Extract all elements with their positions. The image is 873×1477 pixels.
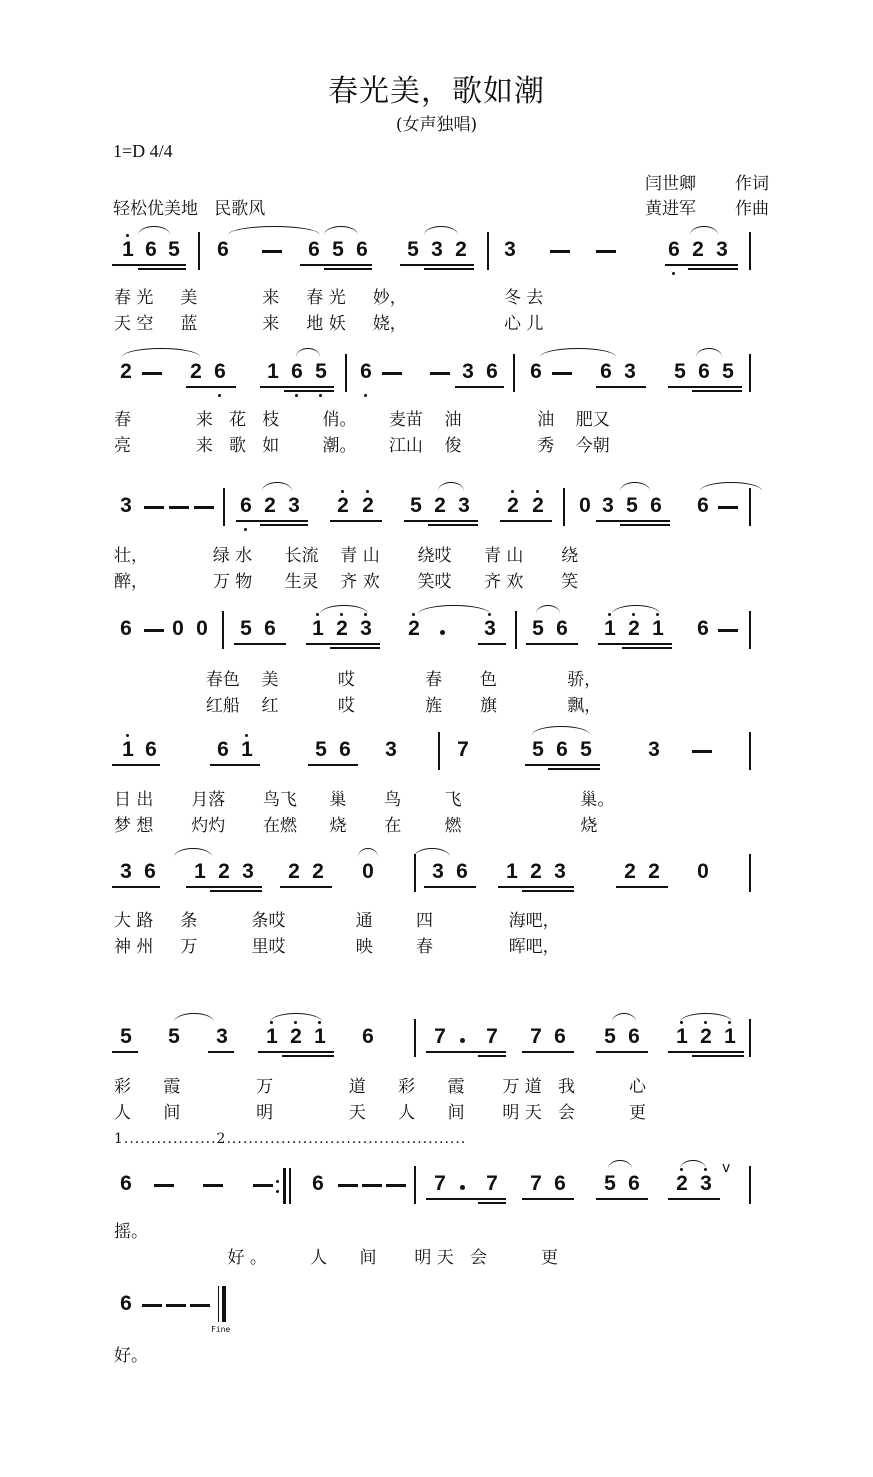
note: 6 xyxy=(360,360,372,383)
note: 2 xyxy=(628,617,640,640)
slur-arc xyxy=(690,226,718,235)
note: 5 xyxy=(674,360,686,383)
barline xyxy=(345,354,347,392)
slur-arc xyxy=(270,1013,322,1022)
note: 5 xyxy=(168,1025,180,1048)
augmentation-dot xyxy=(460,1038,465,1043)
slur-arc xyxy=(228,226,320,235)
augmentation-dot xyxy=(460,1185,465,1190)
octave-low-dot xyxy=(319,394,322,397)
sustain-dash xyxy=(144,506,164,509)
note: 3 xyxy=(385,738,397,761)
barline xyxy=(223,488,225,526)
note: 5 xyxy=(410,494,422,517)
octave-low-dot xyxy=(218,394,221,397)
barline xyxy=(438,732,440,770)
beam-underline xyxy=(620,524,670,526)
note: 6 xyxy=(291,360,303,383)
beam-underline xyxy=(596,1051,648,1053)
octave-high-dot xyxy=(126,234,129,237)
note: 6 xyxy=(530,360,542,383)
lyricist-role: 作词 xyxy=(735,174,769,194)
repeat-dot xyxy=(276,1180,279,1183)
note: 3 xyxy=(716,238,728,261)
final-barline-thick xyxy=(222,1286,226,1322)
lyric-line: 春色 美 哎 春 色 骄， xyxy=(114,670,602,690)
beam-underline xyxy=(426,1198,506,1200)
beam-underline xyxy=(548,768,600,770)
slur-arc xyxy=(438,482,464,491)
note: 1 xyxy=(194,860,206,883)
note: 7 xyxy=(457,738,469,761)
barline xyxy=(749,232,751,270)
note: 3 xyxy=(484,617,496,640)
beam-underline xyxy=(400,264,474,266)
beam-underline xyxy=(424,268,474,270)
lyric-line: 神 州 万 里哎 映 春 晖吧， xyxy=(114,937,560,957)
note: 3 xyxy=(242,860,254,883)
note: 2 xyxy=(336,617,348,640)
note: 5 xyxy=(315,360,327,383)
slur-arc xyxy=(138,226,170,235)
note: 6 xyxy=(214,360,226,383)
lyric-line: 醉， 万 物 生灵 齐 欢 笑哎 齐 欢 笑 xyxy=(114,572,579,592)
barline xyxy=(563,488,565,526)
note: 6 xyxy=(240,494,252,517)
beam-underline xyxy=(478,643,506,645)
barline xyxy=(749,611,751,649)
note: 2 xyxy=(337,494,349,517)
beam-underline xyxy=(522,1051,574,1053)
note: 6 xyxy=(628,1025,640,1048)
slur-arc xyxy=(424,226,458,235)
octave-high-dot xyxy=(341,490,344,493)
slur-arc xyxy=(620,482,650,491)
barline xyxy=(515,611,517,649)
octave-low-dot xyxy=(295,394,298,397)
note: 6 xyxy=(554,1025,566,1048)
beam-underline xyxy=(478,1055,506,1057)
sustain-dash xyxy=(194,506,214,509)
lyric-line: 人 间 明 天 人 间 明 天 会 更 xyxy=(114,1103,647,1123)
slur-arc xyxy=(324,226,358,235)
beam-underline xyxy=(112,1051,138,1053)
note: 2 xyxy=(264,494,276,517)
barline xyxy=(749,354,751,392)
note: 1 xyxy=(241,738,253,761)
note: 6 xyxy=(312,1172,324,1195)
beam-underline xyxy=(330,520,382,522)
sustain-dash xyxy=(262,250,282,253)
note: 1 xyxy=(506,860,518,883)
note: 0 xyxy=(196,617,208,640)
note: 5 xyxy=(532,617,544,640)
final-barline-thin xyxy=(218,1286,219,1322)
beam-underline xyxy=(260,524,308,526)
sustain-dash xyxy=(430,372,450,375)
beam-underline xyxy=(692,390,742,392)
beam-underline xyxy=(665,264,738,266)
beam-underline xyxy=(596,1198,648,1200)
sustain-dash xyxy=(144,629,164,632)
beam-underline xyxy=(210,890,262,892)
beam-underline xyxy=(404,520,478,522)
octave-low-dot xyxy=(244,528,247,531)
barline xyxy=(414,1166,416,1204)
note: 2 xyxy=(120,360,132,383)
note: 0 xyxy=(172,617,184,640)
beam-underline xyxy=(622,647,672,649)
barline xyxy=(414,854,416,892)
note: 5 xyxy=(580,738,592,761)
beam-underline xyxy=(522,1198,574,1200)
note: 1 xyxy=(266,1025,278,1048)
volta-brackets: 1.................2............................................ xyxy=(114,1131,467,1147)
tempo-style: 轻松优美地 民歌风 xyxy=(113,199,266,219)
beam-underline xyxy=(282,1055,334,1057)
beam-underline xyxy=(426,1051,506,1053)
note: 7 xyxy=(486,1172,498,1195)
note: 2 xyxy=(362,494,374,517)
lyric-line: 好 。 人 间 明 天 会 更 xyxy=(114,1248,559,1268)
lyric-line: 春 光 美 来 春 光 妙， 冬 去 xyxy=(114,288,544,308)
beam-underline xyxy=(208,1051,234,1053)
note: 7 xyxy=(434,1172,446,1195)
note: 6 xyxy=(650,494,662,517)
lyric-line: 好。 xyxy=(114,1346,148,1366)
sustain-dash xyxy=(203,1184,223,1187)
note: 6 xyxy=(486,360,498,383)
note: 1 xyxy=(604,617,616,640)
octave-high-dot xyxy=(511,490,514,493)
slur-arc xyxy=(680,1013,732,1022)
beam-underline xyxy=(668,386,742,388)
beam-underline xyxy=(306,643,380,645)
barline xyxy=(513,354,515,392)
octave-high-dot xyxy=(536,490,539,493)
slur-arc xyxy=(174,848,212,857)
breath-mark: v xyxy=(722,1160,731,1176)
barline xyxy=(749,854,751,892)
lyric-line: 春 来 花 枝 俏。 麦苗 油 油 肥又 xyxy=(114,410,610,430)
sustain-dash xyxy=(692,750,712,753)
note: 1 xyxy=(312,617,324,640)
sustain-dash xyxy=(154,1184,174,1187)
slur-arc xyxy=(532,726,590,735)
note: 7 xyxy=(530,1025,542,1048)
note: 6 xyxy=(217,738,229,761)
sustain-dash xyxy=(550,250,570,253)
lyric-line: 彩 霞 万 道 彩 霞 万 道 我 心 xyxy=(114,1077,647,1097)
beam-underline xyxy=(478,1202,506,1204)
beam-underline xyxy=(186,886,262,888)
note: 2 xyxy=(624,860,636,883)
beam-underline xyxy=(424,886,476,888)
note: 6 xyxy=(668,238,680,261)
slur-arc xyxy=(680,1160,706,1169)
note: 2 xyxy=(190,360,202,383)
slur-arc xyxy=(296,348,320,357)
octave-high-dot xyxy=(412,613,415,616)
slur-arc xyxy=(122,348,200,357)
lyric-line: 天 空 蓝 来 地 妖 娆， 心 儿 xyxy=(114,314,544,334)
sustain-dash xyxy=(718,506,738,509)
note: 2 xyxy=(532,494,544,517)
note: 6 xyxy=(145,738,157,761)
beam-underline xyxy=(598,643,672,645)
note: 7 xyxy=(530,1172,542,1195)
note: 1 xyxy=(314,1025,326,1048)
note: 3 xyxy=(360,617,372,640)
note: 0 xyxy=(362,860,374,883)
note: 6 xyxy=(697,617,709,640)
lyric-line: 红船 红 哎 旌 旗 飘， xyxy=(114,696,602,716)
note: 3 xyxy=(554,860,566,883)
augmentation-dot xyxy=(440,630,445,635)
note: 2 xyxy=(455,238,467,261)
sustain-dash xyxy=(552,372,572,375)
note: 5 xyxy=(120,1025,132,1048)
note: 6 xyxy=(554,1172,566,1195)
beam-underline xyxy=(526,643,578,645)
note: 3 xyxy=(288,494,300,517)
octave-high-dot xyxy=(608,613,611,616)
barline xyxy=(749,488,751,526)
beam-underline xyxy=(596,386,646,388)
slur-arc xyxy=(612,605,660,614)
note: 2 xyxy=(530,860,542,883)
sustain-dash xyxy=(190,1304,210,1307)
note: 2 xyxy=(700,1025,712,1048)
beam-underline xyxy=(300,264,372,266)
repeat-barline-thin xyxy=(289,1168,291,1204)
beam-underline xyxy=(186,386,236,388)
beam-underline xyxy=(428,524,478,526)
note: 3 xyxy=(432,860,444,883)
note: 5 xyxy=(604,1025,616,1048)
note: 0 xyxy=(697,860,709,883)
note: 5 xyxy=(315,738,327,761)
slur-arc xyxy=(536,605,560,614)
beam-underline xyxy=(455,386,504,388)
beam-underline xyxy=(210,764,260,766)
note: 6 xyxy=(120,617,132,640)
octave-high-dot xyxy=(245,734,248,737)
slur-arc xyxy=(320,605,368,614)
octave-high-dot xyxy=(126,734,129,737)
note: 1 xyxy=(122,238,134,261)
octave-high-dot xyxy=(366,490,369,493)
lyric-line: 亮 来 歌 如 潮。 江山 俊 秀 今朝 xyxy=(114,436,610,456)
composer-role: 作曲 xyxy=(735,199,769,219)
note: 6 xyxy=(697,494,709,517)
note: 6 xyxy=(356,238,368,261)
note: 6 xyxy=(264,617,276,640)
note: 6 xyxy=(556,738,568,761)
slur-arc xyxy=(414,848,450,857)
slur-arc xyxy=(608,1160,632,1169)
beam-underline xyxy=(308,764,358,766)
note: 2 xyxy=(676,1172,688,1195)
beam-underline xyxy=(692,1055,744,1057)
note: 6 xyxy=(362,1025,374,1048)
note: 7 xyxy=(486,1025,498,1048)
note: 6 xyxy=(556,617,568,640)
note: 1 xyxy=(724,1025,736,1048)
song-title: 春光美，歌如潮 xyxy=(328,74,545,109)
beam-underline xyxy=(596,520,670,522)
note: 3 xyxy=(216,1025,228,1048)
note: 6 xyxy=(217,238,229,261)
note: 6 xyxy=(600,360,612,383)
note: 6 xyxy=(308,238,320,261)
beam-underline xyxy=(525,764,600,766)
beam-underline xyxy=(324,268,372,270)
beam-underline xyxy=(236,520,308,522)
note: 5 xyxy=(626,494,638,517)
slur-arc xyxy=(696,348,722,357)
note: 5 xyxy=(604,1172,616,1195)
note: 5 xyxy=(240,617,252,640)
note: 3 xyxy=(120,494,132,517)
note: 2 xyxy=(507,494,519,517)
note: 3 xyxy=(431,238,443,261)
note: 2 xyxy=(312,860,324,883)
lyric-line: 梦 想 灼灼 在燃 烧 在 燃 烧 xyxy=(114,816,598,836)
note: 5 xyxy=(532,738,544,761)
sustain-dash xyxy=(382,372,402,375)
note: 2 xyxy=(408,617,420,640)
lyric-line: 摇。 xyxy=(114,1222,148,1242)
note: 3 xyxy=(602,494,614,517)
beam-underline xyxy=(112,764,160,766)
note: 2 xyxy=(288,860,300,883)
beam-underline xyxy=(258,1051,334,1053)
note: 6 xyxy=(339,738,351,761)
note: 1 xyxy=(652,617,664,640)
barline xyxy=(749,732,751,770)
slur-arc xyxy=(540,348,616,357)
note: 6 xyxy=(120,1292,132,1315)
repeat-dot xyxy=(276,1190,279,1193)
note: 5 xyxy=(722,360,734,383)
sustain-dash xyxy=(142,1304,162,1307)
slur-arc xyxy=(700,482,762,491)
note: 6 xyxy=(456,860,468,883)
sustain-dash xyxy=(169,506,189,509)
slur-arc xyxy=(612,1013,636,1022)
barline xyxy=(414,1019,416,1057)
note: 2 xyxy=(434,494,446,517)
barline xyxy=(749,1019,751,1057)
octave-low-dot xyxy=(672,272,675,275)
barline xyxy=(487,232,489,270)
beam-underline xyxy=(522,890,574,892)
note: 2 xyxy=(692,238,704,261)
note: 3 xyxy=(120,860,132,883)
beam-underline xyxy=(330,647,380,649)
sustain-dash xyxy=(142,372,162,375)
sustain-dash xyxy=(166,1304,186,1307)
beam-underline xyxy=(260,386,334,388)
note: 3 xyxy=(458,494,470,517)
beam-underline xyxy=(112,886,160,888)
beam-underline xyxy=(688,268,738,270)
sustain-dash xyxy=(362,1184,382,1187)
beam-underline xyxy=(500,520,552,522)
sustain-dash xyxy=(253,1184,273,1187)
lyric-line: 壮， 绿 水 长流 青 山 绕哎 青 山 绕 xyxy=(114,546,579,566)
note: 1 xyxy=(267,360,279,383)
note: 6 xyxy=(698,360,710,383)
note: 2 xyxy=(648,860,660,883)
note: 5 xyxy=(332,238,344,261)
barline xyxy=(222,611,224,649)
note: 5 xyxy=(407,238,419,261)
note: 2 xyxy=(218,860,230,883)
note: 3 xyxy=(700,1172,712,1195)
slur-arc xyxy=(262,482,292,491)
beam-underline xyxy=(138,268,186,270)
note: 3 xyxy=(462,360,474,383)
lyric-line: 日 出 月落 鸟飞 巢 鸟 飞 巢。 xyxy=(114,790,615,810)
slur-arc xyxy=(358,848,378,857)
barline xyxy=(749,1166,751,1204)
note: 3 xyxy=(624,360,636,383)
sustain-dash xyxy=(386,1184,406,1187)
beam-underline xyxy=(112,264,186,266)
note: 5 xyxy=(168,238,180,261)
octave-low-dot xyxy=(364,394,367,397)
note: 1 xyxy=(676,1025,688,1048)
fine-label: Fine xyxy=(211,1325,231,1334)
note: 6 xyxy=(144,860,156,883)
beam-underline xyxy=(284,390,334,392)
song-subtitle: (女声独唱) xyxy=(395,115,478,135)
beam-underline xyxy=(616,886,668,888)
lyricist-name: 闫世卿 xyxy=(645,174,696,194)
beam-underline xyxy=(668,1051,744,1053)
sustain-dash xyxy=(596,250,616,253)
octave-high-dot xyxy=(316,613,319,616)
note: 3 xyxy=(504,238,516,261)
beam-underline xyxy=(234,643,286,645)
note: 7 xyxy=(434,1025,446,1048)
barline xyxy=(198,232,200,270)
beam-underline xyxy=(668,1198,720,1200)
note: 1 xyxy=(122,738,134,761)
note: 3 xyxy=(648,738,660,761)
composer-name: 黄进军 xyxy=(645,199,696,219)
sustain-dash xyxy=(718,629,738,632)
beam-underline xyxy=(280,886,332,888)
lyric-line: 大 路 条 条哎 通 四 海吧， xyxy=(114,911,560,931)
repeat-barline-thick xyxy=(283,1168,286,1204)
key-signature: 1=D 4/4 xyxy=(113,141,173,161)
note: 6 xyxy=(120,1172,132,1195)
note: 0 xyxy=(579,494,591,517)
beam-underline xyxy=(498,886,574,888)
note: 2 xyxy=(290,1025,302,1048)
note: 6 xyxy=(628,1172,640,1195)
slur-arc xyxy=(418,605,490,614)
note: 6 xyxy=(145,238,157,261)
slur-arc xyxy=(174,1013,214,1022)
sustain-dash xyxy=(338,1184,358,1187)
